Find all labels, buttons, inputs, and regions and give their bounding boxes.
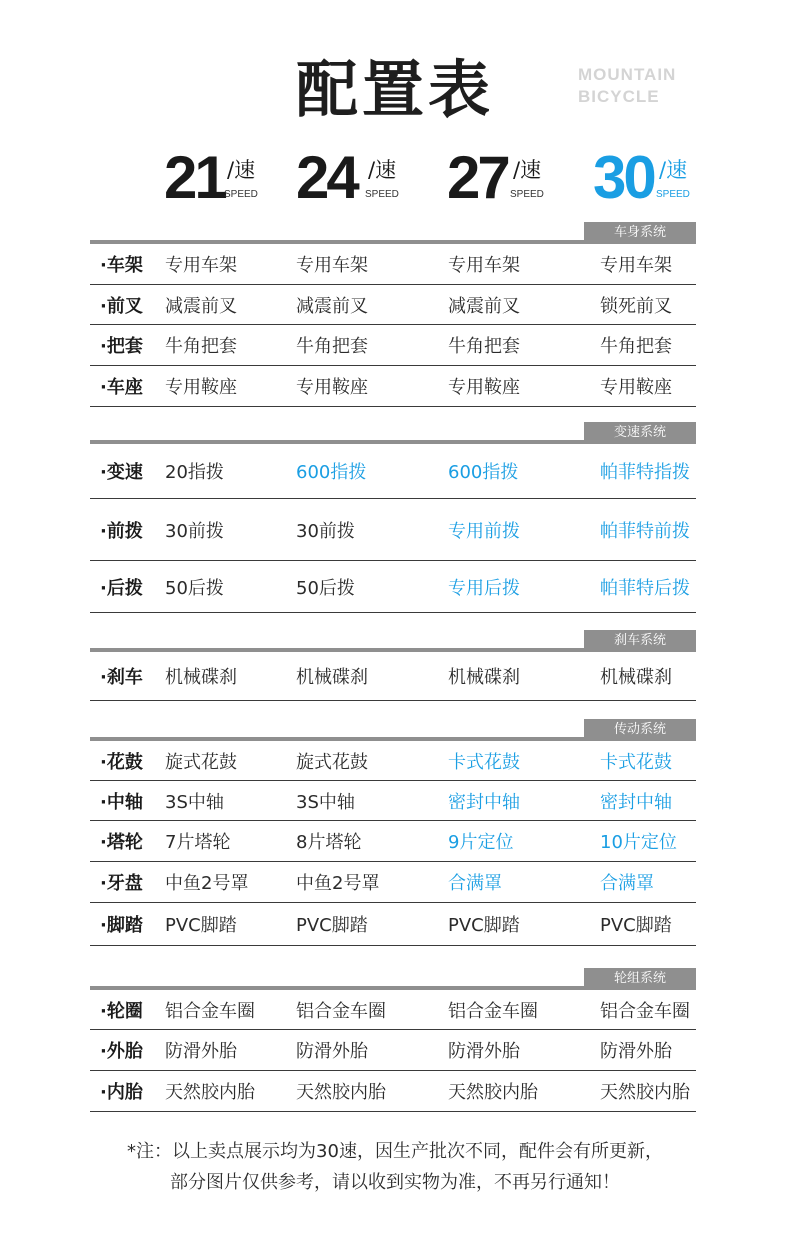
cell: 中鱼2号罩 [296,873,380,894]
table-row [90,1071,696,1112]
cell: 天然胶内胎 [296,1082,386,1103]
row-label: ·轮圈 [100,1000,143,1022]
table-row [90,325,696,366]
section-tag: 轮组系统 [584,968,696,990]
brand-line-1: MOUNTAIN [578,65,677,84]
row-label: ·塔轮 [100,832,143,853]
row-label: ·牙盘 [100,873,143,894]
row-label: ·变速 [100,462,143,483]
cell: 卡式花鼓 [600,751,672,773]
cell: 9片定位 [448,832,514,853]
row-label: ·刹车 [100,667,143,688]
footnote-line-1: *注：以上卖点展示均为30速，因生产批次不同，配件会有所更新， [127,1141,663,1162]
cell: 合满罩 [600,873,654,894]
table-row [90,561,696,613]
cell: 天然胶内胎 [600,1082,690,1103]
speed-number: 27 [447,144,508,211]
row-label: ·后拨 [100,577,143,599]
row-label: ·把套 [100,336,143,357]
speed-number: 21 [164,144,225,211]
cell: 专用前拨 [448,520,520,542]
cell: 50后拨 [165,577,224,599]
row-label: ·车座 [100,377,143,398]
cell: 机械碟刹 [448,667,520,688]
cell: 铝合金车圈 [448,1000,538,1022]
table-row [90,862,696,903]
cell: 专用后拨 [448,577,520,599]
cell: 铝合金车圈 [296,1000,386,1022]
cell: 10片定位 [600,832,677,853]
table-row [90,741,696,781]
cell: 帕菲特前拨 [600,520,690,542]
section-tag: 变速系统 [584,422,696,444]
cell: PVC脚踏 [296,915,368,936]
cell: 密封中轴 [448,791,520,813]
table-row [90,821,696,862]
table-row [90,285,696,325]
cell: 旋式花鼓 [296,751,368,773]
cell: 牛角把套 [165,336,237,357]
cell: 天然胶内胎 [165,1082,255,1103]
row-label: ·内胎 [100,1082,143,1103]
table-row [90,499,696,561]
table-row [90,781,696,821]
footnote-line-2: 部分图片仅供参考，请以收到实物为准，不再另行通知！ [170,1172,620,1193]
row-label: ·中轴 [100,791,143,813]
cell: 专用鞍座 [600,377,672,398]
cell: 帕菲特指拨 [600,462,690,483]
table-row [90,1030,696,1071]
table-row [90,990,696,1030]
cell: 锁死前叉 [600,295,672,317]
cell: 减震前叉 [165,295,237,317]
cell: 3S中轴 [296,791,355,813]
row-label: ·前拨 [100,520,143,542]
speed-english: SPEED [656,189,690,200]
page-title: 配置表 [295,53,494,126]
cell: 铝合金车圈 [165,1000,255,1022]
table-row [90,652,696,701]
cell: 专用车架 [448,255,520,276]
footnote [0,1136,790,1198]
cell: 30前拨 [296,520,355,542]
cell: 600指拨 [448,462,519,483]
speed-english: SPEED [510,189,544,200]
table-row [90,444,696,499]
cell: 专用鞍座 [165,377,237,398]
cell: 铝合金车圈 [600,1000,690,1022]
row-label: ·前叉 [100,295,143,317]
cell: 帕菲特后拨 [600,577,690,599]
cell: 防滑外胎 [448,1041,520,1062]
cell: 中鱼2号罩 [165,873,249,894]
cell: 专用车架 [296,255,368,276]
cell: 合满罩 [448,873,502,894]
speed-unit: /速 [659,158,688,182]
section-tag: 刹车系统 [584,630,696,652]
speed-unit: /速 [513,158,542,182]
cell: 减震前叉 [448,295,520,317]
cell: 30前拨 [165,520,224,542]
cell: 天然胶内胎 [448,1082,538,1103]
cell: PVC脚踏 [448,915,520,936]
cell: 20指拨 [165,462,224,483]
cell: 机械碟刹 [165,667,237,688]
cell: 3S中轴 [165,791,224,813]
cell: 机械碟刹 [296,667,368,688]
cell: 专用鞍座 [448,377,520,398]
speed-english: SPEED [224,189,258,200]
brand-line-2: BICYCLE [578,87,660,106]
cell: 7片塔轮 [165,832,231,853]
cell: 专用车架 [600,255,672,276]
row-label: ·外胎 [100,1041,143,1062]
cell: 8片塔轮 [296,832,362,853]
table-row [90,366,696,407]
speed-unit: /速 [368,158,397,182]
row-label: ·脚踏 [100,915,143,936]
row-label: ·花鼓 [100,751,143,773]
cell: PVC脚踏 [165,915,237,936]
cell: 专用车架 [165,255,237,276]
speed-number: 30 [593,144,654,211]
speed-english: SPEED [365,189,399,200]
row-label: ·车架 [100,255,143,276]
cell: 牛角把套 [296,336,368,357]
cell: 防滑外胎 [165,1041,237,1062]
cell: 专用鞍座 [296,377,368,398]
section-tag: 车身系统 [584,222,696,244]
cell: 卡式花鼓 [448,751,520,773]
cell: 减震前叉 [296,295,368,317]
cell: 防滑外胎 [600,1041,672,1062]
table-row [90,903,696,946]
speed-unit: /速 [227,158,256,182]
cell: 机械碟刹 [600,667,672,688]
brand-watermark [578,64,676,108]
table-row [90,244,696,285]
cell: 50后拨 [296,577,355,599]
cell: 旋式花鼓 [165,751,237,773]
cell: PVC脚踏 [600,915,672,936]
cell: 密封中轴 [600,791,672,813]
section-tag: 传动系统 [584,719,696,741]
cell: 防滑外胎 [296,1041,368,1062]
cell: 牛角把套 [448,336,520,357]
cell: 600指拨 [296,462,367,483]
cell: 牛角把套 [600,336,672,357]
speed-number: 24 [296,144,357,211]
